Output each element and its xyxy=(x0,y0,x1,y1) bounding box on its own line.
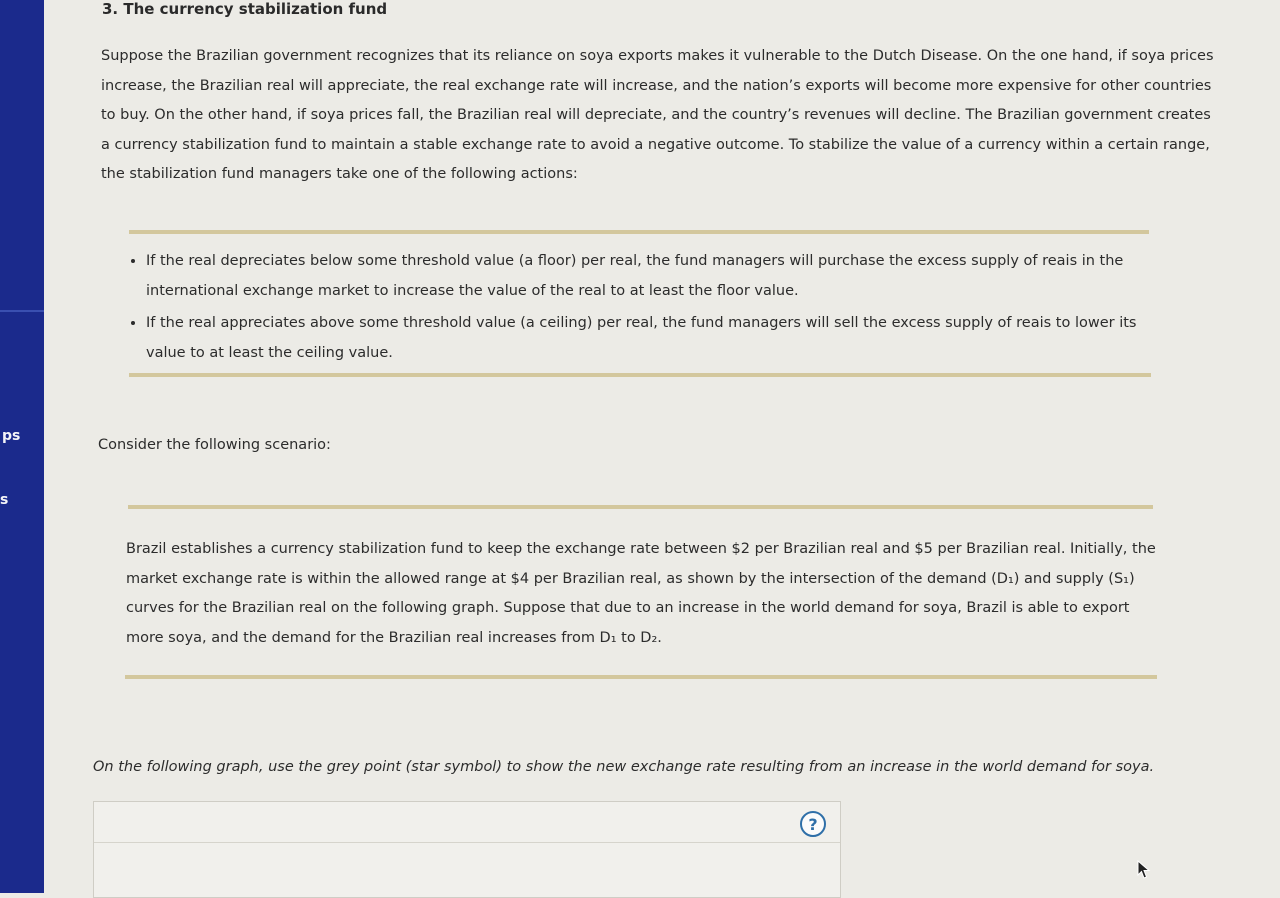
question-content xyxy=(44,0,1280,893)
action-item-ceiling: • If the real appreciates above some threshold value (a ceiling) per real, the fund managers will sell the excess supply of reais to lower its value to at least the ceiling value. xyxy=(146,308,1156,368)
mouse-pointer-icon xyxy=(1137,860,1151,880)
sidebar-divider xyxy=(0,310,44,312)
sidebar-label-top[interactable]: ps xyxy=(2,428,21,444)
sidebar-label-bottom[interactable]: s xyxy=(0,492,9,508)
top-divider-rule xyxy=(129,230,1149,234)
scenario-bottom-rule xyxy=(125,675,1157,679)
actions-divider-rule xyxy=(129,373,1151,377)
intro-paragraph: Suppose the Brazilian government recognizes that its reliance on soya exports makes it vulnerable to the Dutch Disease. On the one hand, if soya prices increase, the Brazilian real will appreciate, the real exchange rate will increase, and the nation’s exports will become more expensive for other countries to buy. On the other hand, if soya prices fall, the Brazilian real will depreciate, and the country’s revenues will decline. The Brazilian government creates a currency stabilization fund to maintain a stable exchange rate to avoid a negative outcome. To stabilize the value of a currency within a certain range, the stabilization fund managers take one of the following actions: xyxy=(101,48,1214,182)
graph-panel-separator xyxy=(94,842,840,843)
question-title: 3. The currency stabilization fund xyxy=(102,0,388,18)
help-button[interactable]: ? xyxy=(800,811,826,837)
graph-instruction: On the following graph, use the grey point (star symbol) to show the new exchange rate resulting from an increase in the world demand for soya. xyxy=(93,759,1155,775)
scenario-label: Consider the following scenario: xyxy=(98,437,331,453)
scenario-paragraph: Brazil establishes a currency stabilization fund to keep the exchange rate between $2 per Brazilian real and $5 per Brazilian real. Initially, the market exchange rate is within the allowed range at $4 per Brazilian real, as shown by the intersection of the demand (D₁) and supply (S₁) curves for the Brazilian real on the following graph. Suppose that due to an increase in the world demand for soya, Brazil is able to export more soya, and the demand for the Brazilian real increases from D₁ to D₂. xyxy=(126,541,1156,646)
graph-panel[interactable] xyxy=(93,801,841,898)
left-sidebar xyxy=(0,0,44,893)
scenario-top-rule xyxy=(128,505,1153,509)
action-item-floor: • If the real depreciates below some threshold value (a floor) per real, the fund managers will purchase the excess supply of reais in the international exchange market to increase the value of the real to at least the floor value. xyxy=(146,246,1156,306)
action-list xyxy=(129,246,1156,370)
